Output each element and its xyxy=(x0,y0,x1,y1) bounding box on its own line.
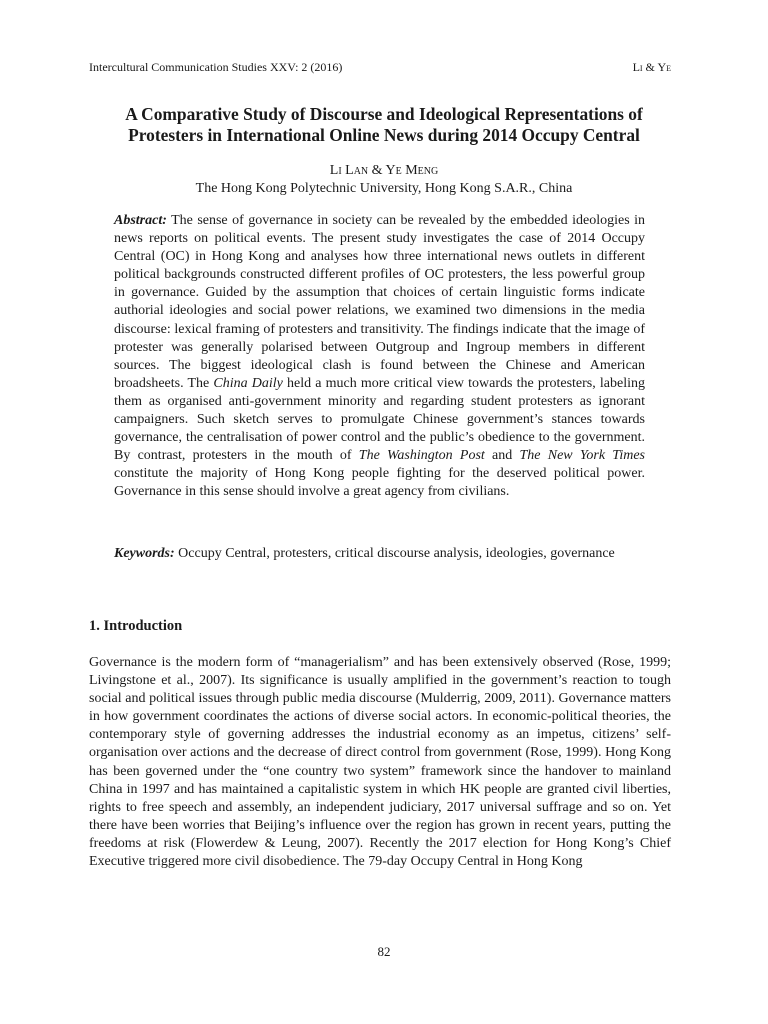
keywords-label: Keywords: xyxy=(114,546,175,561)
source-new-york-times: The New York Times xyxy=(519,448,645,464)
introduction-paragraph: Governance is the modern form of “managerialism” and has been extensively observed (Rose, 1999; Livingstone et al., 2007). Its significance is usually amplified in the government’s reaction to tough social and political issues through public media discourse (Mulderrig, 2009, 2011). Governance matters in how government coordinates the actions of diverse social actors. In economic-political theories, the contemporary style of governing addresses the industrial economy as an impetus, citizens’ self-organisation over actions and the decrease of direct control from government (Rose, 1999). Hong Kong has been governed under the “one country two system” framework since the handover to mainland China in 1997 and has maintained a capitalistic system in which HK people are granted civil liberties, rights to free speech and assembly, an independent judiciary, 2017 universal suffrage and so on. Yet there have been worries that Beijing’s influence over the region has grown in recent years, putting the freedoms at risk (Flowerdew & Leung, 2007). Recently the 2017 election for Hong Kong’s Chief Executive triggered more civil disobedience. The 79-day Occupy Central in Hong Kong xyxy=(89,655,671,870)
journal-citation: Intercultural Communication Studies XXV: 2 (2016) xyxy=(89,60,343,74)
page-number: 82 xyxy=(377,944,391,959)
abstract-text-2: held a much more critical view towards the protesters, labeling them as organised anti-government minority and regarding student protesters as ignorant campaigners. Such sketch serves to promulgate Chinese government’s stances towards governance, the centralisation of power control and the public’s obedience to the government. By contrast, protesters in the mouth of xyxy=(114,375,645,464)
running-header xyxy=(89,60,671,75)
author-names: Li Lan & Ye Meng xyxy=(329,163,439,178)
source-china-daily: China Daily xyxy=(213,375,283,391)
source-washington-post: The Washington Post xyxy=(358,448,485,464)
paper-title xyxy=(80,104,688,146)
keywords-text: Occupy Central, protesters, critical discourse analysis, ideologies, governance xyxy=(174,546,615,561)
abstract xyxy=(114,212,645,502)
title-line-1: A Comparative Study of Discourse and Ideological Representations of xyxy=(125,104,643,124)
abstract-text-3: constitute the majority of Hong Kong people fighting for the deserved political power. Governance in this sense should involve a great agency from civilians. xyxy=(114,466,645,500)
author-block xyxy=(80,162,688,198)
abstract-label: Abstract: xyxy=(114,213,167,228)
abstract-and: and xyxy=(484,448,520,464)
affiliation: The Hong Kong Polytechnic University, Hong Kong S.A.R., China xyxy=(195,181,573,196)
running-authors: Li & Ye xyxy=(632,60,671,74)
keywords xyxy=(114,545,645,563)
abstract-text-1: The sense of governance in society can be revealed by the embedded ideologies in news reports on political events. The present study investigates the case of 2014 Occupy Central (OC) in Hong Kong and analyses how three international news outlets in different political backgrounds constructed different profiles of OC protesters, the less powerful group in governance. Guided by the assumption that choices of certain linguistic forms indicate authorial ideologies and social power relations, we examined two dimensions in the media discourse: lexical framing of protesters and transitivity. The findings indicate that the image of protester was generally polarised between Outgroup and Ingroup members in different sources. The biggest ideological clash is found between the Chinese and American broadsheets. The xyxy=(114,213,645,391)
title-line-2: Protesters in International Online News during 2014 Occupy Central xyxy=(128,125,640,145)
section-heading-introduction: 1. Introduction xyxy=(89,618,183,634)
